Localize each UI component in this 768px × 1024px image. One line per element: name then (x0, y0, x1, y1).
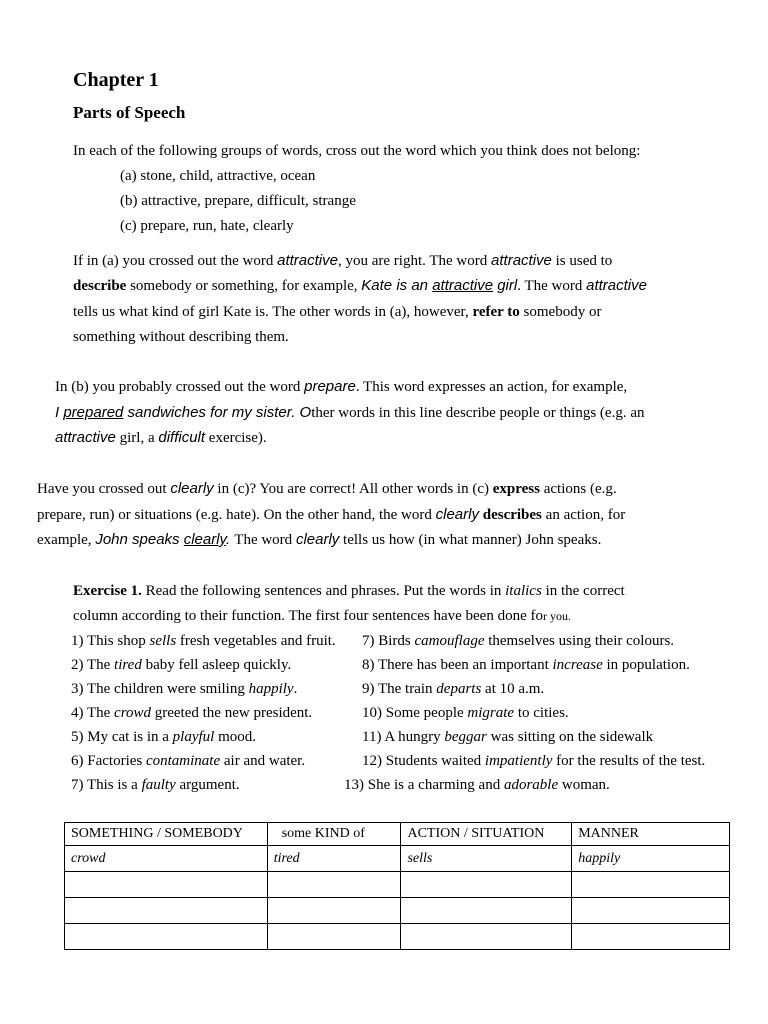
table-row (65, 872, 730, 898)
table-cell[interactable] (65, 898, 268, 924)
table-cell: happily (572, 846, 730, 872)
exercise-line-1: Exercise 1. Read the following sentences and phrases. Put the words in italics in the correct (73, 583, 625, 599)
table-cell[interactable] (401, 924, 572, 950)
table-row (65, 846, 730, 872)
header-action-situation: ACTION / SITUATION (401, 823, 572, 846)
header-some-kind-of: some KIND of (267, 823, 401, 846)
sentence-left-3: 3) The children were smiling happily. (71, 681, 298, 697)
table-header-row (65, 823, 730, 846)
sentence-right-13: 13) She is a charming and adorable woman. (344, 777, 610, 793)
sentence-right-11: 11) A hungry beggar was sitting on the sidewalk (362, 729, 654, 745)
sentence-left-1: 1) This shop sells fresh vegetables and fruit. (71, 633, 336, 649)
table-row (65, 924, 730, 950)
table-cell: crowd (65, 846, 268, 872)
header-manner: MANNER (572, 823, 730, 846)
sentence-left-5: 5) My cat is in a playful mood. (71, 729, 256, 745)
sentence-right-12: 12) Students waited impatiently for the results of the test. (362, 753, 706, 769)
para-a-line-2: describe somebody or something, for example, Kate is an attractive girl. The word attractive (73, 277, 647, 294)
table-cell: sells (401, 846, 572, 872)
sentence-left-4: 4) The crowd greeted the new president. (71, 705, 313, 721)
sentence-right-7: 7) Birds camouflage themselves using their colours. (362, 633, 675, 649)
table-cell[interactable] (572, 924, 730, 950)
para-a-line-1: If in (a) you crossed out the word attractive, you are right. The word attractive is used to (73, 252, 613, 269)
section-title: Parts of Speech (73, 103, 186, 122)
sentence-right-9: 9) The train departs at 10 a.m. (362, 681, 545, 697)
intro-text: In each of the following groups of words, cross out the word which you think does not belong: (73, 143, 641, 159)
group-c: (c) prepare, run, hate, clearly (120, 218, 294, 234)
sentence-left-7: 7) This is a faulty argument. (71, 777, 240, 793)
table-cell[interactable] (401, 872, 572, 898)
sentence-left-2: 2) The tired baby fell asleep quickly. (71, 657, 292, 673)
chapter-title: Chapter 1 (73, 69, 159, 91)
para-b-line-1: In (b) you probably crossed out the word prepare. This word expresses an action, for example, (55, 378, 628, 395)
table-cell[interactable] (65, 924, 268, 950)
exercise-line-2: column according to their function. The first four sentences have been done for you. (73, 608, 571, 624)
table-cell[interactable] (401, 898, 572, 924)
table-cell[interactable] (267, 924, 401, 950)
table-cell[interactable] (267, 898, 401, 924)
sentence-left-6: 6) Factories contaminate air and water. (71, 753, 306, 769)
table-cell: tired (267, 846, 401, 872)
table-cell[interactable] (572, 872, 730, 898)
para-b-line-3: attractive girl, a difficult exercise). (55, 429, 267, 446)
group-a: (a) stone, child, attractive, ocean (120, 168, 316, 184)
para-c-line-1: Have you crossed out clearly in (c)? You are correct! All other words in (c) express actions (e.g. (37, 480, 617, 497)
para-c-line-2: prepare, run) or situations (e.g. hate). On the other hand, the word clearly describes an action, for (37, 506, 626, 523)
table-cell[interactable] (267, 872, 401, 898)
table-cell[interactable] (65, 872, 268, 898)
para-a-line-4: something without describing them. (73, 329, 289, 345)
table-row (65, 898, 730, 924)
sentence-right-8: 8) There has been an important increase in population. (362, 657, 690, 673)
table-cell[interactable] (572, 898, 730, 924)
para-b-line-2: I prepared sandwiches for my sister. Other words in this line describe people or things (e.g. an (55, 404, 645, 421)
sentence-right-10: 10) Some people migrate to cities. (362, 705, 569, 721)
answer-table (64, 822, 730, 950)
header-something-somebody: SOMETHING / SOMEBODY (65, 823, 268, 846)
para-a-line-3: tells us what kind of girl Kate is. The other words in (a), however, refer to somebody or (73, 304, 602, 320)
group-b: (b) attractive, prepare, difficult, strange (120, 193, 356, 209)
para-c-line-3: example, John speaks clearly. The word clearly tells us how (in what manner) John speaks. (37, 531, 602, 548)
